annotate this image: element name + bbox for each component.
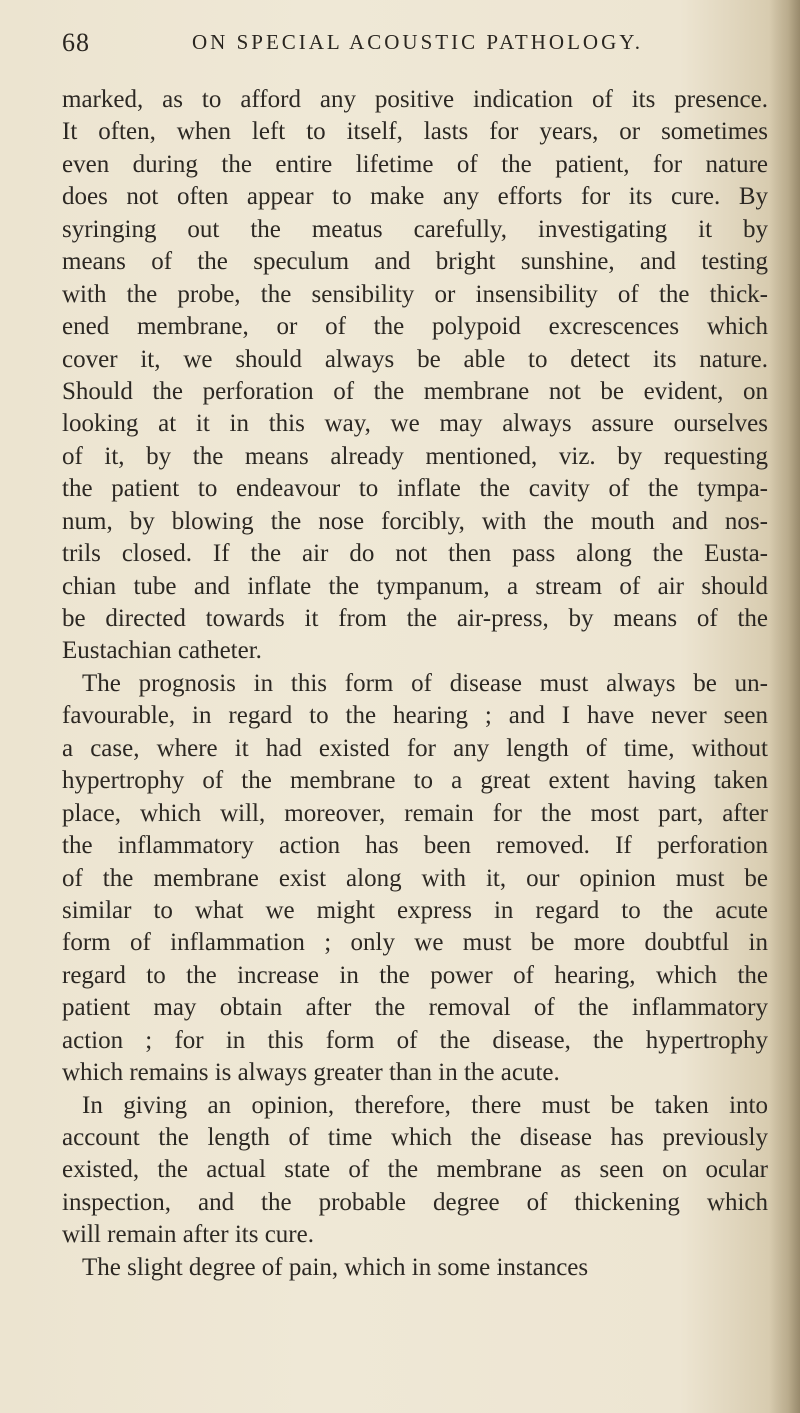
body-text [62,84,768,1284]
text-line: hypertrophy of the membrane to a great extent having taken [62,767,768,795]
text-line: chian tube and inflate the tympanum, a stream of air should [62,572,768,600]
text-line: of the membrane exist along with it, our opinion must be [62,864,768,892]
text-line: The slight degree of pain, which in some instances [82,1253,589,1281]
text-line: Eustachian catheter. [62,637,262,665]
text-line: with the probe, the sensibility or insensibility of the thick- [62,280,768,308]
text-line: does not often appear to make any efforts for its cure. By [62,183,768,211]
text-line: ened membrane, or of the polypoid excrescences which [62,313,768,341]
text-line: be directed towards it from the air-press, by means of the [62,605,768,632]
text-line: regard to the increase in the power of hearing, which the [62,961,768,989]
paragraph [62,1252,768,1284]
text-line: form of inflammation ; only we must be more doubtful in [62,929,768,957]
page-header [62,28,742,68]
page-edge-shadow [770,0,800,1413]
text-line: will remain after its cure. [62,1221,314,1249]
text-line: syringing out the meatus carefully, investigating it by [62,215,768,243]
text-line: existed, the actual state of the membrane as seen on ocular [62,1156,768,1184]
text-line: In giving an opinion, therefore, there must be taken into [82,1091,768,1119]
text-line: even during the entire lifetime of the patient, for nature [62,150,768,178]
text-line: of it, by the means already mentioned, viz. by requesting [62,442,768,470]
text-line: a case, where it had existed for any length of time, without [62,734,768,762]
text-line: the inflammatory action has been removed. If perforation [62,832,768,860]
page-number: 68 [62,28,90,57]
text-line: The prognosis in this form of disease must always be un- [82,669,768,697]
paragraph [62,1090,768,1252]
text-line: the patient to endeavour to inflate the cavity of the tympa- [62,475,768,503]
running-title: ON SPECIAL ACOUSTIC PATHOLOGY. [192,30,643,54]
text-line: similar to what we might express in regard to the acute [62,896,768,924]
paragraph [62,84,768,668]
text-line: means of the speculum and bright sunshine, and testing [62,248,768,276]
text-line: num, by blowing the nose forcibly, with the mouth and nos- [62,507,768,535]
text-line: place, which will, moreover, remain for the most part, after [62,799,768,827]
text-line: account the length of time which the disease has previously [62,1124,768,1151]
text-line: which remains is always greater than in the acute. [62,1059,560,1087]
text-line: looking at it in this way, we may always assure ourselves [62,410,768,438]
text-line: cover it, we should always be able to detect its nature. [62,345,768,373]
text-line: action ; for in this form of the disease, the hypertrophy [62,1026,768,1054]
text-line: marked, as to afford any positive indication of its presence. [62,86,768,113]
text-line: It often, when left to itself, lasts for years, or sometimes [62,118,768,146]
text-line: patient may obtain after the removal of the inflammatory [62,994,768,1022]
text-line: Should the perforation of the membrane not be evident, on [62,377,768,405]
text-line: trils closed. If the air do not then pass along the Eusta- [62,540,768,568]
text-line: favourable, in regard to the hearing ; and I have never seen [62,702,768,730]
paragraph [62,668,768,1090]
text-line: inspection, and the probable degree of thickening which [62,1188,768,1216]
